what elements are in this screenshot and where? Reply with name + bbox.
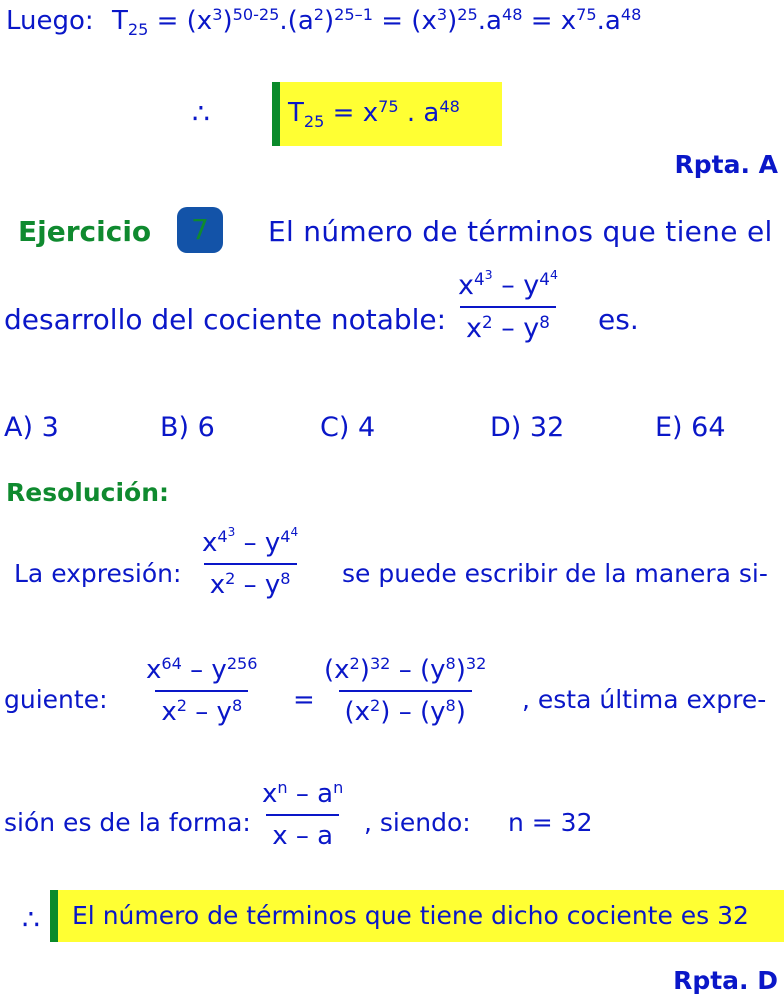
general-form-fraction: $\frac{x^n - a^n}{x - a}$ [262,778,344,851]
resolucion-line3-pre: sión es de la forma: [4,808,251,837]
equals-sign: = [293,685,315,715]
resolucion-line1-pre: La expresión: [14,559,182,588]
answer-a: Rpta. A [674,150,778,179]
ejercicio-label: Ejercicio [18,215,152,248]
option-d: D) 32 [490,412,565,443]
fraction-power-form: $\frac{(x^2)^{32} - (y^8)^{32}}{(x^2) - (y^8)}$ [324,654,487,727]
result-highlight-box [272,82,502,146]
conclusion-therefore: ∴ [22,903,40,936]
option-b: B) 6 [160,412,215,443]
exercise-text-line1: El número de términos que tiene el [268,215,773,248]
option-e: E) 64 [655,412,726,443]
luego-line [6,5,642,39]
luego-equation: $T_{25} = (x^3)^{50-25}.(a^2)^{25-1} = (x^3)^{25}.a^{48} = x^{75}.a^{48}$ [111,5,642,39]
expression-fraction: $\frac{x^{4^3} - y^{4^4}}{x^2 - y^8}$ [202,525,299,600]
option-a: A) 3 [4,412,59,443]
option-c: C) 4 [320,412,376,443]
cociente-fraction [452,266,564,344]
fraction-64-256: $\frac{x^{64} - y^{256}}{x^2 - y^8}$ [146,654,258,727]
resolucion-line2-post: , esta última expre- [522,685,767,714]
conclusion-text: El número de términos que tiene dicho cociente es 32 [72,901,749,930]
exercise-end: es. [598,303,639,336]
result-equation: $T_{25} = x^{75}$ . $a^{48}$ [288,97,460,131]
luego-label: Luego: [6,6,94,36]
fraction-denominator: $x^2 - y^8$ [460,306,556,342]
answer-d: Rpta. D [673,966,778,995]
conclusion-highlight-box [50,890,784,942]
exercise-number-badge: 7 [177,207,223,253]
resolucion-label: Resolución: [6,478,169,507]
fraction-numerator: $x^{4^3} - y^{4^4}$ [458,266,558,301]
resolucion-line2-pre: guiente: [4,685,108,714]
resolucion-line1-post: se puede escribir de la manera si- [342,559,768,588]
resolucion-line3-post: , siendo: [364,808,471,837]
n-value: n = 32 [508,808,593,837]
exercise-text-line2: desarrollo del cociente notable: [4,303,447,336]
therefore-symbol: ∴ [192,97,210,130]
